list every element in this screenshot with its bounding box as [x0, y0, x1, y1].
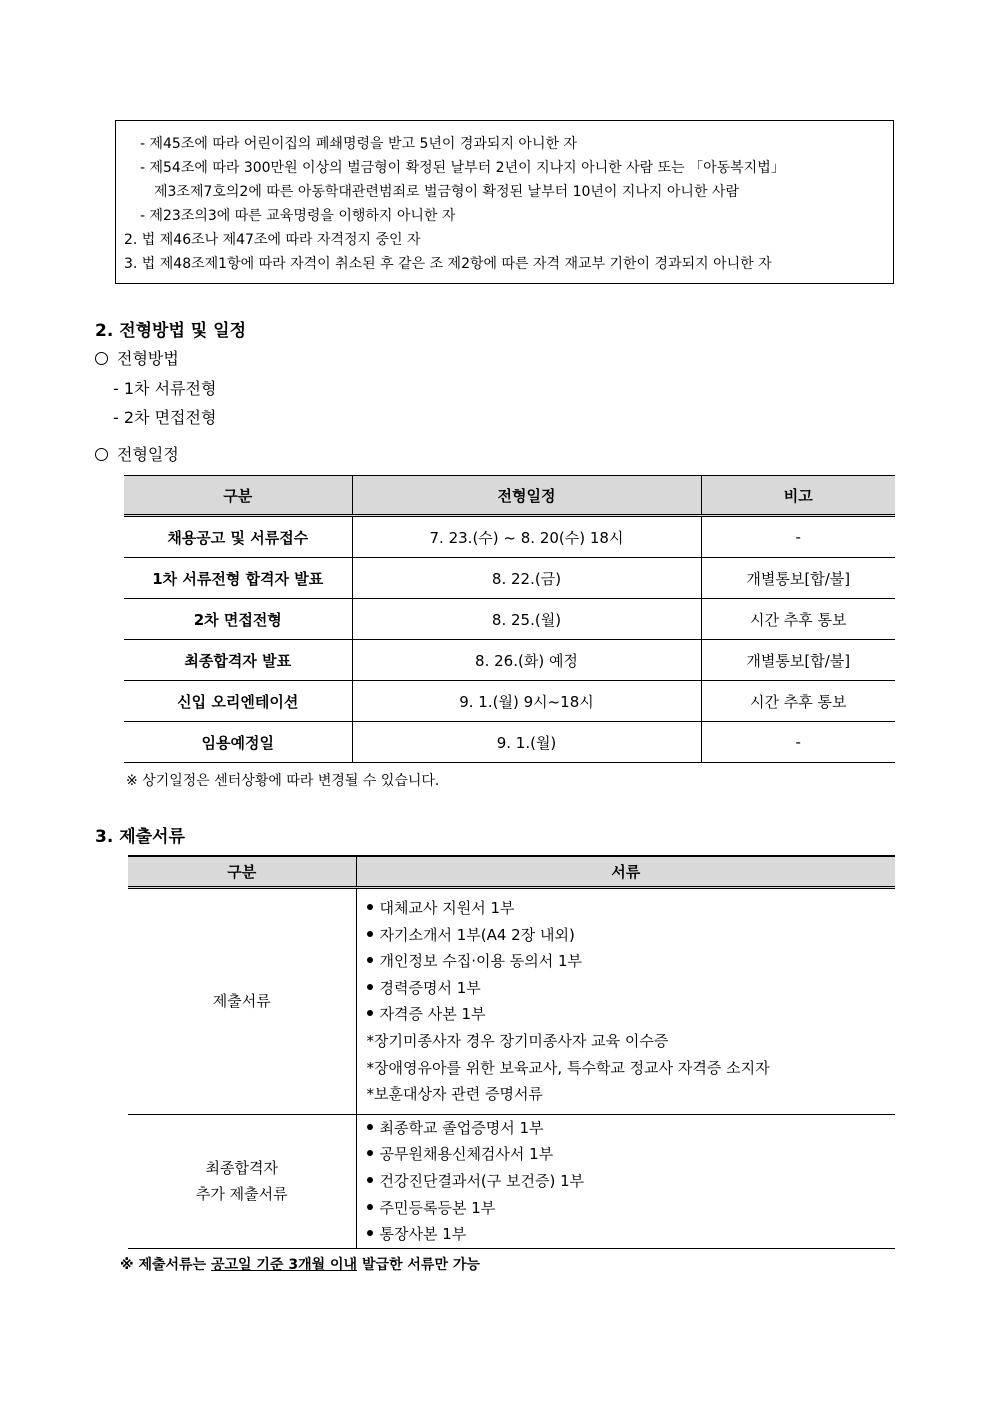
- list-item: 공무원채용신체검사서 1부: [367, 1141, 896, 1168]
- list-item: 자격증 사본 1부: [367, 1001, 896, 1028]
- bullet-icon: [367, 1230, 373, 1236]
- clause-line: 3. 법 제48조제1항에 따라 자격이 취소된 후 같은 조 제2항에 따른 자격 재교부 기한이 경과되지 아니한 자: [124, 256, 772, 272]
- clause-line: - 제23조의3에 따른 교육명령을 이행하지 아니한 자: [140, 208, 456, 224]
- list-item: 경력증명서 1부: [367, 975, 896, 1002]
- schedule-table: [124, 475, 895, 763]
- table-header-row: [124, 476, 895, 516]
- header-cell: 비고: [701, 476, 895, 516]
- bullet-icon: [367, 1010, 373, 1016]
- table-row: [128, 1114, 895, 1248]
- stage-cell: 1차 서류전형 합격자 발표: [124, 558, 352, 599]
- clause-line: 제3조제7호의2에 따른 아동학대관련범죄로 벌금형이 확정된 날부터 10년이 지나지 아니한 사람: [154, 184, 739, 200]
- remark-cell: 시간 추후 통보: [701, 681, 895, 722]
- group-label: 제출서류: [128, 888, 356, 1115]
- date-cell: 9. 1.(월) 9시~18시: [352, 681, 701, 722]
- stage-cell: 2차 면접전형: [124, 599, 352, 640]
- remark-cell: -: [701, 516, 895, 558]
- list-item: *장기미종사자 경우 장기미종사자 교육 이수증: [366, 1031, 669, 1050]
- list-item: 주민등록등본 1부: [367, 1195, 896, 1222]
- method-heading: [95, 346, 179, 369]
- section2-title: 2. 전형방법 및 일정: [95, 321, 246, 341]
- group-label-line: 최종합격자: [205, 1159, 278, 1178]
- list-item: 개인정보 수집·이용 동의서 1부: [367, 948, 896, 975]
- stage-cell: 신입 오리엔테이션: [124, 681, 352, 722]
- list-item: *보훈대상자 관련 증명서류: [366, 1085, 543, 1104]
- method-item: - 2차 면접전형: [113, 408, 217, 427]
- list-item: 통장사본 1부: [367, 1221, 896, 1248]
- bullet-icon: [367, 1150, 373, 1156]
- date-cell: 8. 25.(월): [352, 599, 701, 640]
- date-cell: 8. 26.(화) 예정: [352, 640, 701, 681]
- disqualification-box: [115, 120, 894, 284]
- stage-cell: 최종합격자 발표: [124, 640, 352, 681]
- list-item: *장애영유아를 위한 보육교사, 특수학교 정교사 자격증 소지자: [366, 1058, 770, 1077]
- header-cell: 전형일정: [352, 476, 701, 516]
- list-item: 건강진단결과서(구 보건증) 1부: [367, 1168, 896, 1195]
- bullet-icon: [367, 957, 373, 963]
- remark-cell: -: [701, 722, 895, 763]
- clause-line: 2. 법 제46조나 제47조에 따라 자격정지 중인 자: [124, 232, 421, 248]
- bullet-icon: [367, 984, 373, 990]
- date-cell: 9. 1.(월): [352, 722, 701, 763]
- section3-title: 3. 제출서류: [95, 827, 185, 847]
- bullet-icon: [367, 931, 373, 937]
- method-label: 전형방법: [117, 349, 179, 368]
- bullet-icon: [367, 1204, 373, 1210]
- header-cell: 서류: [356, 856, 895, 888]
- circle-bullet-icon: [95, 352, 108, 365]
- table-header-row: [128, 856, 895, 888]
- bullet-icon: [367, 1177, 373, 1183]
- clause-line: - 제54조에 따라 300만원 이상의 벌금형이 확정된 날부터 2년이 지나지 아니한 사람 또는 「아동복지법」: [140, 160, 785, 176]
- list-item: 대체교사 지원서 1부: [367, 895, 896, 922]
- remark-cell: 개별통보[합/불]: [701, 640, 895, 681]
- schedule-heading: [95, 442, 179, 465]
- bullet-icon: [367, 1124, 373, 1130]
- table-row: [124, 722, 895, 763]
- bullet-icon: [367, 904, 373, 910]
- header-cell: 구분: [124, 476, 352, 516]
- date-cell: 7. 23.(수) ~ 8. 20(수) 18시: [352, 516, 701, 558]
- circle-bullet-icon: [95, 448, 108, 461]
- date-cell: 8. 22.(금): [352, 558, 701, 599]
- group-label-line: 추가 제출서류: [195, 1185, 288, 1204]
- header-cell: 구분: [128, 856, 356, 888]
- list-item: 자기소개서 1부(A4 2장 내외): [367, 922, 896, 949]
- table-row: [124, 599, 895, 640]
- document-list: [356, 888, 895, 1115]
- document-list: [356, 1114, 895, 1248]
- stage-cell: 임용예정일: [124, 722, 352, 763]
- documents-table: [128, 855, 895, 1249]
- stage-cell: 채용공고 및 서류접수: [124, 516, 352, 558]
- clause-line: - 제45조에 따라 어린이집의 폐쇄명령을 받고 5년이 경과되지 아니한 자: [140, 136, 577, 152]
- schedule-label: 전형일정: [117, 445, 179, 464]
- table-row: [128, 888, 895, 1115]
- list-item: 최종학교 졸업증명서 1부: [367, 1115, 896, 1142]
- remark-cell: 개별통보[합/불]: [701, 558, 895, 599]
- method-item: - 1차 서류전형: [113, 379, 217, 398]
- table-row: [124, 558, 895, 599]
- remark-cell: 시간 추후 통보: [701, 599, 895, 640]
- table-row: [124, 516, 895, 558]
- group-label: [128, 1114, 356, 1248]
- schedule-note: ※ 상기일정은 센터상황에 따라 변경될 수 있습니다.: [126, 773, 440, 789]
- table-row: [124, 681, 895, 722]
- table-row: [124, 640, 895, 681]
- submission-note: ※ 제출서류는 공고일 기준 3개월 이내 발급한 서류만 가능: [120, 1257, 480, 1273]
